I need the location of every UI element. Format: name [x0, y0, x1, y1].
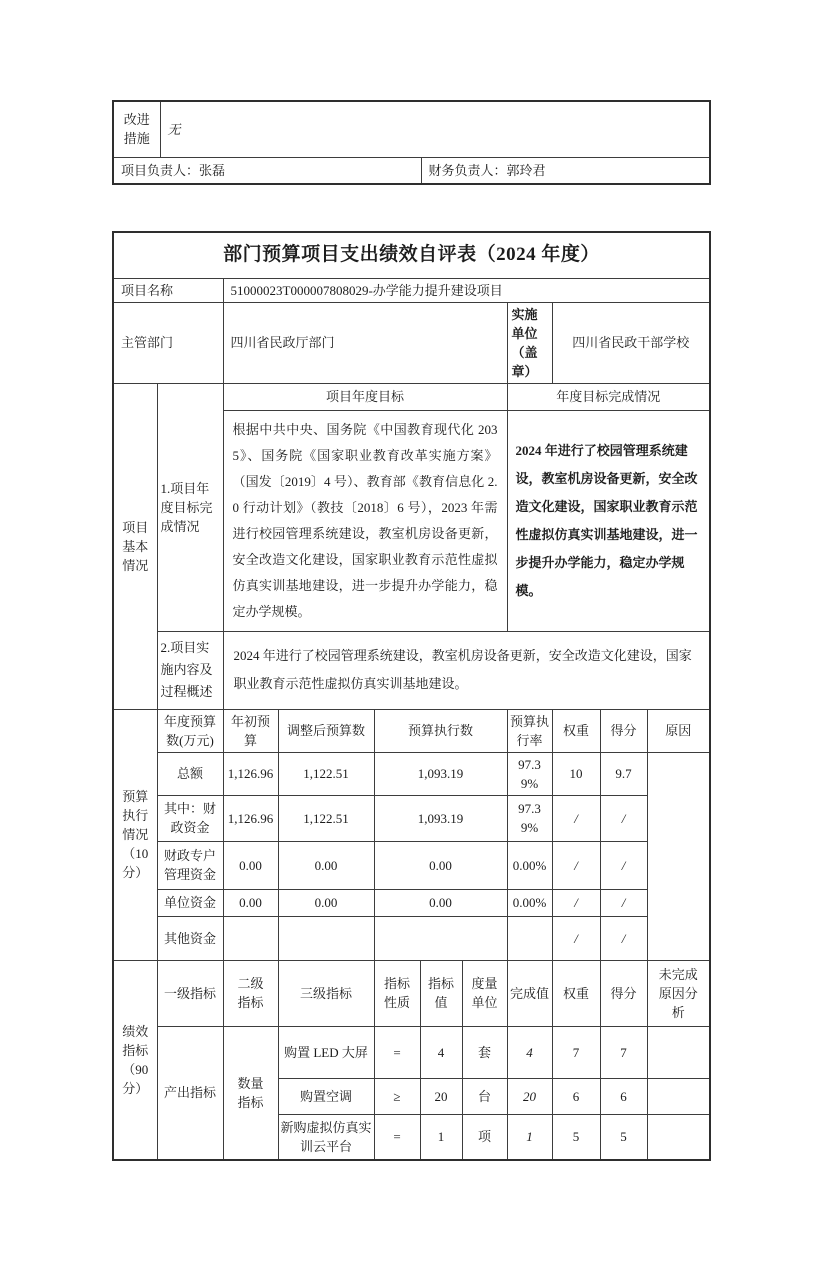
- basic-info-section-label: 项目基本情况: [113, 383, 157, 709]
- perf-header-weight: 权重: [552, 960, 600, 1026]
- budget-cell: /: [600, 916, 647, 960]
- perf-header-unit: 度量单位: [462, 960, 507, 1026]
- perf-unit: 套: [462, 1026, 507, 1078]
- budget-header-initial: 年初预算: [223, 709, 278, 752]
- perf-target: 4: [420, 1026, 462, 1078]
- perf-nature: =: [374, 1114, 420, 1160]
- budget-cell: 1,126.96: [223, 752, 278, 795]
- budget-cell: /: [552, 889, 600, 916]
- performance-section-label: 绩效指标（90分）: [113, 960, 157, 1160]
- budget-cell: /: [600, 889, 647, 916]
- improvement-measures-label: 改进措施: [113, 101, 160, 157]
- project-name-value: 51000023T000007808029-办学能力提升建设项目: [223, 278, 710, 302]
- document-page: [112, 100, 711, 1161]
- perf-completed: 4: [507, 1026, 552, 1078]
- impl-overview-row-label: 2.项目实施内容及过程概述: [157, 631, 223, 709]
- perf-weight: 7: [552, 1026, 600, 1078]
- budget-cell: 1,093.19: [374, 752, 507, 795]
- perf-header-completed: 完成值: [507, 960, 552, 1026]
- budget-cell: 1,126.96: [223, 795, 278, 841]
- budget-cell: [507, 916, 552, 960]
- budget-cell: 0.00: [278, 889, 374, 916]
- impl-unit-value: 四川省民政干部学校: [552, 302, 710, 383]
- project-name-label: 项目名称: [113, 278, 223, 302]
- previous-page-table-fragment: [112, 100, 711, 185]
- budget-cell: 1,122.51: [278, 795, 374, 841]
- perf-completed: 1: [507, 1114, 552, 1160]
- perf-target: 20: [420, 1078, 462, 1114]
- perf-score: 6: [600, 1078, 647, 1114]
- goal-completion-text: 2024 年进行了校园管理系统建设，教室机房设备更新，安全改造文化建设，国家职业教育示范性虚拟仿真实训基地建设，进一步提升办学能力，稳定办学规模。: [507, 410, 710, 631]
- finance-manager-cell: 财务负责人：郭玲君: [421, 157, 710, 184]
- budget-row-name: 财政专户管理资金: [157, 841, 223, 889]
- perf-score: 7: [600, 1026, 647, 1078]
- budget-cell: 9.7: [600, 752, 647, 795]
- report-title: 部门预算项目支出绩效自评表（2024 年度）: [113, 232, 710, 278]
- budget-cell: 1,093.19: [374, 795, 507, 841]
- budget-row-name: 总额: [157, 752, 223, 795]
- impl-unit-label: 实施单位（盖章）: [507, 302, 552, 383]
- budget-cell: 0.00: [374, 889, 507, 916]
- perf-reason: [647, 1114, 710, 1160]
- perf-header-score: 得分: [600, 960, 647, 1026]
- budget-cell: [223, 916, 278, 960]
- perf-header-reason: 未完成原因分析: [647, 960, 710, 1026]
- perf-level1-value: 产出指标: [157, 1026, 223, 1160]
- budget-row-name: 其中：财政资金: [157, 795, 223, 841]
- budget-cell: 1,122.51: [278, 752, 374, 795]
- impl-overview-text: 2024 年进行了校园管理系统建设，教室机房设备更新，安全改造文化建设，国家职业教育示范性虚拟仿真实训基地建设。: [223, 631, 710, 709]
- budget-header-reason: 原因: [647, 709, 710, 752]
- budget-cell: 0.00%: [507, 889, 552, 916]
- budget-cell: 0.00: [278, 841, 374, 889]
- annual-goal-header: 项目年度目标: [223, 383, 507, 410]
- budget-cell: /: [600, 795, 647, 841]
- budget-header-weight: 权重: [552, 709, 600, 752]
- perf-target: 1: [420, 1114, 462, 1160]
- perf-header-target: 指标值: [420, 960, 462, 1026]
- budget-cell: [278, 916, 374, 960]
- budget-row-name: 其他资金: [157, 916, 223, 960]
- perf-header-level2: 二级指标: [223, 960, 278, 1026]
- budget-section-label: 预算执行情况（10分）: [113, 709, 157, 960]
- perf-header-level3: 三级指标: [278, 960, 374, 1026]
- page: [0, 100, 826, 1269]
- annual-goal-text: 根据中共中央、国务院《中国教育现代化 2035》、国务院《国家职业教育改革实施方案》（国发〔2019〕4 号）、教育部《教育信息化 2.0 行动计划》（教技〔2018〕6 号），2023 年需进行校园管理系统建设，教室机房设备更新，安全改造文化建设，国家职业教育示范性虚拟仿真实训基地建设，进一步提升办学能力，稳定办学规模。: [223, 410, 507, 631]
- perf-weight: 5: [552, 1114, 600, 1160]
- budget-header-adjusted: 调整后预算数: [278, 709, 374, 752]
- budget-cell: 10: [552, 752, 600, 795]
- department-label: 主管部门: [113, 302, 223, 383]
- project-manager-cell: 项目负责人：张磊: [113, 157, 421, 184]
- perf-nature: =: [374, 1026, 420, 1078]
- perf-weight: 6: [552, 1078, 600, 1114]
- budget-cell: /: [552, 795, 600, 841]
- budget-cell: 0.00: [223, 889, 278, 916]
- budget-reason-cell: [647, 752, 710, 960]
- budget-cell: /: [552, 841, 600, 889]
- perf-indicator: 购置 LED 大屏: [278, 1026, 374, 1078]
- budget-cell: /: [552, 916, 600, 960]
- perf-reason: [647, 1078, 710, 1114]
- perf-completed: 20: [507, 1078, 552, 1114]
- goal-completion-header: 年度目标完成情况: [507, 383, 710, 410]
- budget-header-executed: 预算执行数: [374, 709, 507, 752]
- budget-cell: 97.39%: [507, 795, 552, 841]
- budget-header-score: 得分: [600, 709, 647, 752]
- budget-cell: [374, 916, 507, 960]
- annual-goal-row-label: 1.项目年度目标完成情况: [157, 383, 223, 631]
- budget-cell: 0.00: [223, 841, 278, 889]
- budget-cell: /: [600, 841, 647, 889]
- budget-header-category: 年度预算数(万元): [157, 709, 223, 752]
- budget-cell: 0.00: [374, 841, 507, 889]
- perf-indicator: 新购虚拟仿真实训云平台: [278, 1114, 374, 1160]
- perf-score: 5: [600, 1114, 647, 1160]
- budget-header-rate: 预算执行率: [507, 709, 552, 752]
- perf-header-nature: 指标性质: [374, 960, 420, 1026]
- perf-reason: [647, 1026, 710, 1078]
- department-value: 四川省民政厅部门: [223, 302, 507, 383]
- perf-indicator: 购置空调: [278, 1078, 374, 1114]
- budget-cell: 0.00%: [507, 841, 552, 889]
- budget-row-name: 单位资金: [157, 889, 223, 916]
- perf-nature: ≥: [374, 1078, 420, 1114]
- perf-header-level1: 一级指标: [157, 960, 223, 1026]
- perf-unit: 台: [462, 1078, 507, 1114]
- perf-unit: 项: [462, 1114, 507, 1160]
- budget-cell: 97.39%: [507, 752, 552, 795]
- improvement-measures-value: 无: [160, 101, 710, 157]
- self-evaluation-table: [112, 231, 711, 1161]
- perf-level2-value: 数量指标: [223, 1026, 278, 1160]
